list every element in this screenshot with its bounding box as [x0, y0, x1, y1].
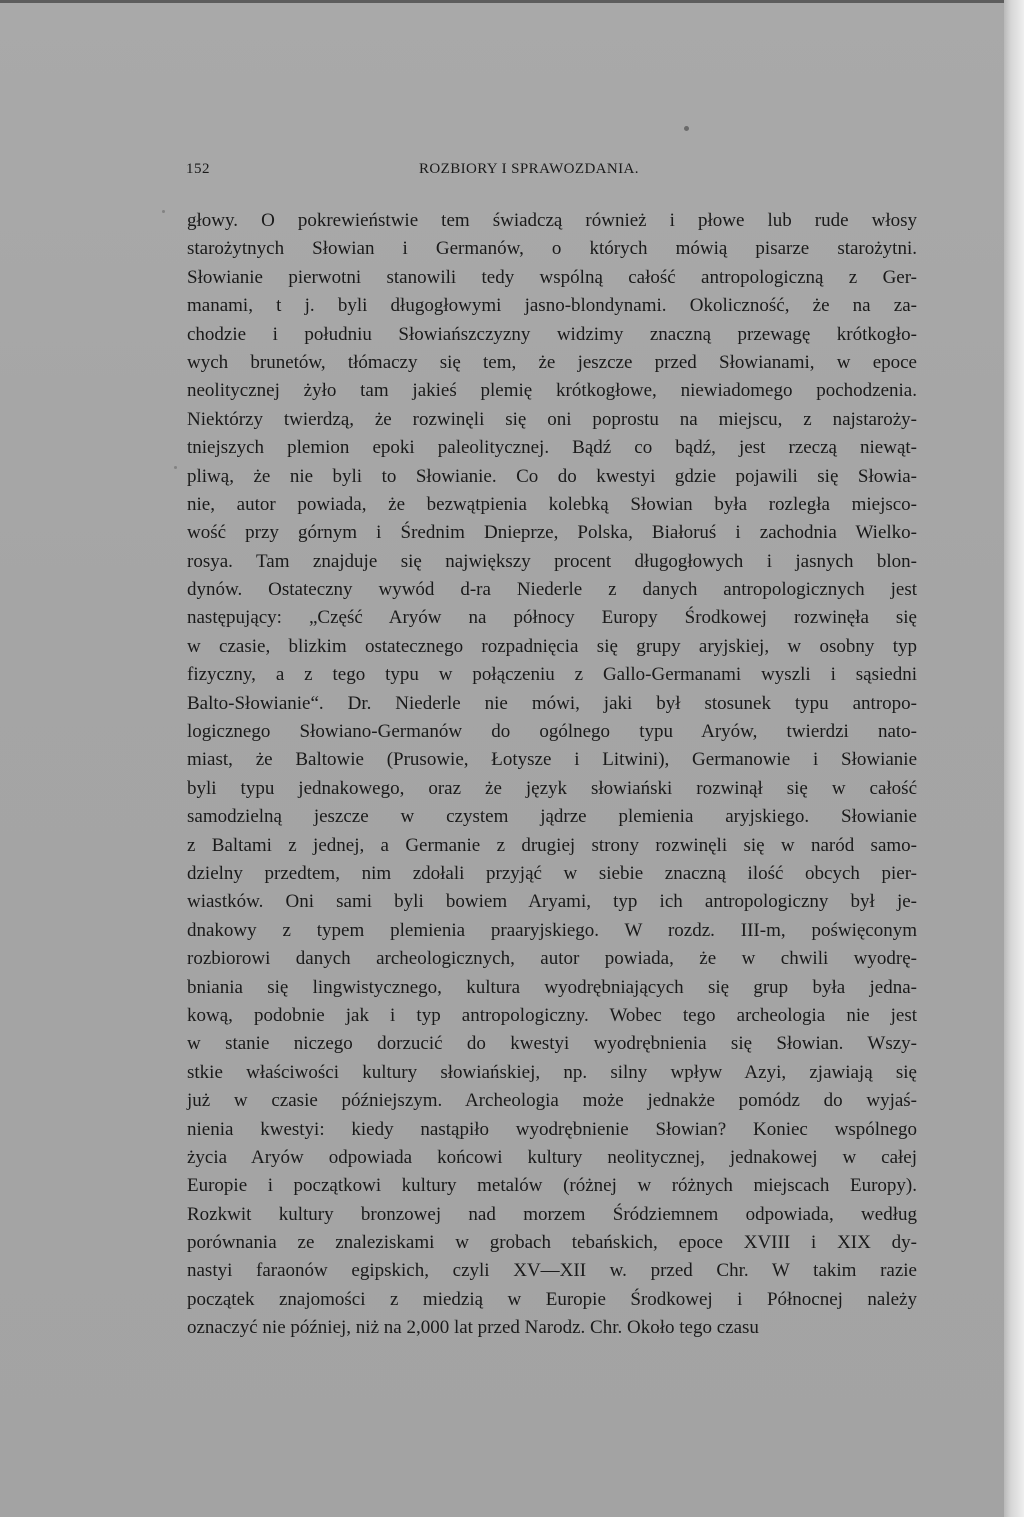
text-line: oznaczyć nie później, niż na 2,000 lat przed Narodz. Chr. Około tego czasu: [187, 1317, 759, 1339]
text-line: głowy. O pokrewieństwie tem świadczą również i płowe lub rude włosy: [187, 210, 917, 231]
text-line: porównania ze znaleziskami w grobach tebańskich, epoce XVIII i XIX dy-: [187, 1232, 917, 1254]
text-line: nie, autor powiada, że bezwątpienia kolebką Słowian była rozległa miejsco-: [187, 493, 917, 515]
text-line: Niektórzy twierdzą, że rozwinęli się oni poprostu na miejscu, z najstaroży-: [187, 408, 917, 430]
text-line: Balto-Słowianie“. Dr. Niederle nie mówi, jaki był stosunek typu antropo-: [187, 692, 917, 714]
text-line: nienia kwestyi: kiedy nastąpiło wyodrębnienie Słowian? Koniec wspólnego: [187, 1118, 917, 1140]
text-line: Europie i początkowi kultury metalów (różnej w różnych miejscach Europy).: [187, 1175, 917, 1197]
ink-speck: [162, 210, 165, 213]
text-line: dnakowy z typem plemienia praaryjskiego. W rozdz. III-m, poświęconym: [187, 919, 917, 941]
running-head: [186, 161, 916, 185]
text-line: starożytnych Słowian i Germanów, o których mówią pisarze starożytni.: [187, 238, 917, 260]
text-line: manami, t j. byli długogłowymi jasno-blondynami. Okoliczność, że na za-: [187, 295, 917, 317]
text-line: wiastków. Oni sami byli bowiem Aryami, typ ich antropologiczny był je-: [187, 891, 917, 913]
text-line: kową, podobnie jak i typ antropologiczny. Wobec tego archeologia nie jest: [187, 1004, 917, 1026]
text-line: nastyi faraonów egipskich, czyli XV—XII w. przed Chr. W takim razie: [187, 1260, 917, 1282]
body-text: [187, 207, 917, 1343]
text-line: samodzielną jeszcze w czystem jądrze plemienia aryjskiego. Słowianie: [187, 806, 917, 828]
text-line: chodzie i południu Słowiańszczyzny widzimy znaczną przewagę krótkogło-: [187, 323, 917, 345]
text-line: logicznego Słowiano-Germanów do ogólnego typu Aryów, twierdzi nato-: [187, 721, 917, 743]
text-line: w czasie, blizkim ostatecznego rozpadnięcia się grupy aryjskiej, w osobny typ: [187, 635, 917, 657]
text-line: fizyczny, a z tego typu w połączeniu z Gallo-Germanami wyszli i sąsiedni: [187, 664, 917, 686]
page-right-edge: [1004, 0, 1024, 1517]
running-head-title: ROZBIORY I SPRAWOZDANIA.: [419, 161, 639, 177]
text-line: Słowianie pierwotni stanowili tedy wspólną całość antropologiczną z Ger-: [187, 266, 917, 288]
text-line: miast, że Baltowie (Prusowie, Łotysze i Litwini), Germanowie i Słowianie: [187, 749, 917, 771]
text-line: rozbiorowi danych archeologicznych, autor powiada, że w chwili wyodrę-: [187, 948, 917, 970]
text-line: byli typu jednakowego, oraz że język słowiański rozwinął się w całość: [187, 777, 917, 799]
text-line: pliwą, że nie byli to Słowianie. Co do kwestyi gdzie pojawili się Słowia-: [187, 465, 917, 487]
ink-speck: [174, 466, 177, 469]
page-number: 152: [186, 161, 210, 177]
text-line: dynów. Ostateczny wywód d-ra Niederle z danych antropologicznych jest: [187, 579, 917, 601]
ink-speck: [684, 126, 689, 131]
text-line: tniejszych plemion epoki paleolitycznej. Bądź co bądź, jest rzeczą niewąt-: [187, 437, 917, 459]
text-line: bniania się lingwistycznego, kultura wyodrębniających się grup była jedna-: [187, 976, 917, 998]
text-line: życia Aryów odpowiada końcowi kultury neolitycznej, jednakowej w całej: [187, 1146, 917, 1168]
text-line: już w czasie późniejszym. Archeologia może jednakże pomódz do wyjaś-: [187, 1090, 917, 1112]
text-line: rosya. Tam znajduje się największy procent długogłowych i jasnych blon-: [187, 550, 917, 572]
text-line: dzielny przedtem, nim zdołali przyjąć w siebie znaczną ilość obcych pier-: [187, 862, 917, 884]
text-line: wych brunetów, tłómaczy się tem, że jeszcze przed Słowianami, w epoce: [187, 351, 917, 373]
text-line: neolitycznej żyło tam jakieś plemię krótkogłowe, niewiadomego pochodzenia.: [187, 380, 917, 402]
text-line: Rozkwit kultury bronzowej nad morzem Śródziemnem odpowiada, według: [187, 1203, 917, 1225]
text-line: początek znajomości z miedzią w Europie Środkowej i Północnej należy: [187, 1288, 917, 1310]
text-line: następujący: „Część Aryów na północy Europy Środkowej rozwinęła się: [187, 607, 917, 629]
text-line: stkie właściwości kultury słowiańskiej, np. silny wpływ Azyi, zjawiają się: [187, 1061, 917, 1083]
text-line: z Baltami z jednej, a Germanie z drugiej strony rozwinęli się w naród samo-: [187, 834, 917, 856]
text-line: w stanie niczego dorzucić do kwestyi wyodrębnienia się Słowian. Wszy-: [187, 1033, 917, 1055]
text-line: wość przy górnym i Średnim Dnieprze, Polska, Białoruś i zachodnia Wielko-: [187, 522, 917, 544]
page-top-edge: [0, 0, 1024, 3]
